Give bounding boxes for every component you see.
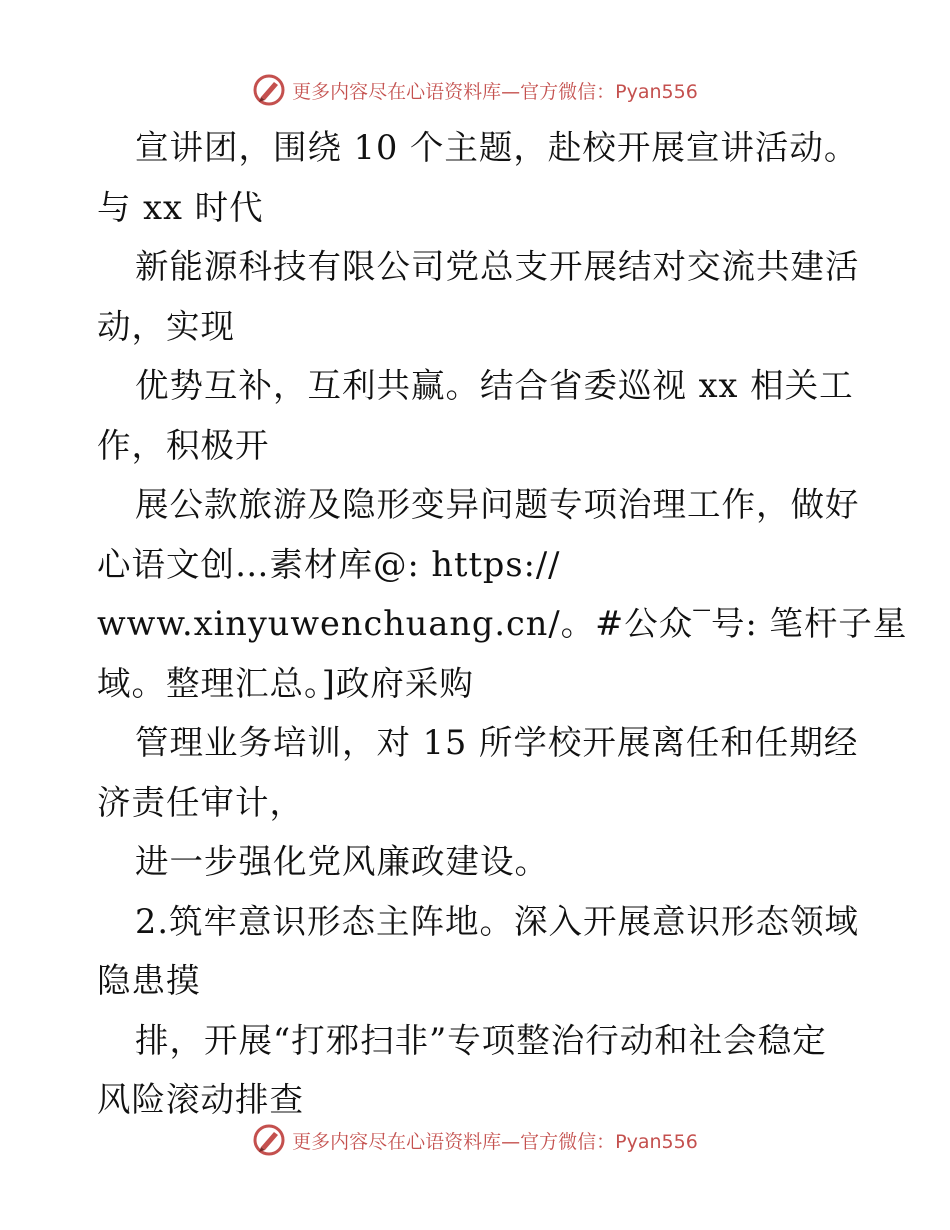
text-line: 排，开展“打邪扫非”专项整治行动和社会稳定 bbox=[135, 1020, 827, 1060]
text-line: 域。整理汇总。]政府采购 bbox=[97, 663, 474, 703]
text-line: www.xinyuwenchuang.cn/。#公众‾号: 笔杆子星 bbox=[97, 604, 908, 643]
text-line: 风险滚动排查 bbox=[97, 1080, 304, 1119]
text-line: 展公款旅游及隐形变异问题专项治理工作，做好 bbox=[135, 485, 860, 524]
document-body bbox=[97, 118, 908, 1130]
text-line: 济责任审计， bbox=[97, 782, 304, 822]
text-line: 与 xx 时代 bbox=[97, 187, 264, 227]
text-line: 作，积极开 bbox=[97, 425, 270, 465]
header-banner bbox=[0, 70, 950, 110]
footer-banner bbox=[0, 1120, 950, 1160]
footer-banner-text: 更多内容尽在心语资料库—官方微信：Pyan556 bbox=[292, 1130, 698, 1153]
pen-logo-icon bbox=[252, 1123, 286, 1157]
header-banner-text: 更多内容尽在心语资料库—官方微信：Pyan556 bbox=[292, 80, 698, 103]
text-line: 心语文创…素材库@: https:// bbox=[97, 544, 561, 584]
text-line: 动，实现 bbox=[97, 306, 235, 346]
text-line: 优势互补，互利共赢。结合省委巡视 xx 相关工 bbox=[135, 366, 854, 405]
text-line: 宣讲团，围绕 10 个主题，赴校开展宣讲活动。 bbox=[135, 128, 859, 167]
text-line: 2.筑牢意识形态主阵地。深入开展意识形态领域 bbox=[135, 901, 859, 941]
text-line: 新能源科技有限公司党总支开展结对交流共建活 bbox=[135, 247, 860, 286]
text-line: 隐患摸 bbox=[97, 961, 201, 1000]
text-line: 管理业务培训，对 15 所学校开展离任和任期经 bbox=[135, 723, 859, 762]
text-line: 进一步强化党风廉政建设。 bbox=[135, 842, 549, 881]
pen-logo-icon bbox=[252, 73, 286, 107]
